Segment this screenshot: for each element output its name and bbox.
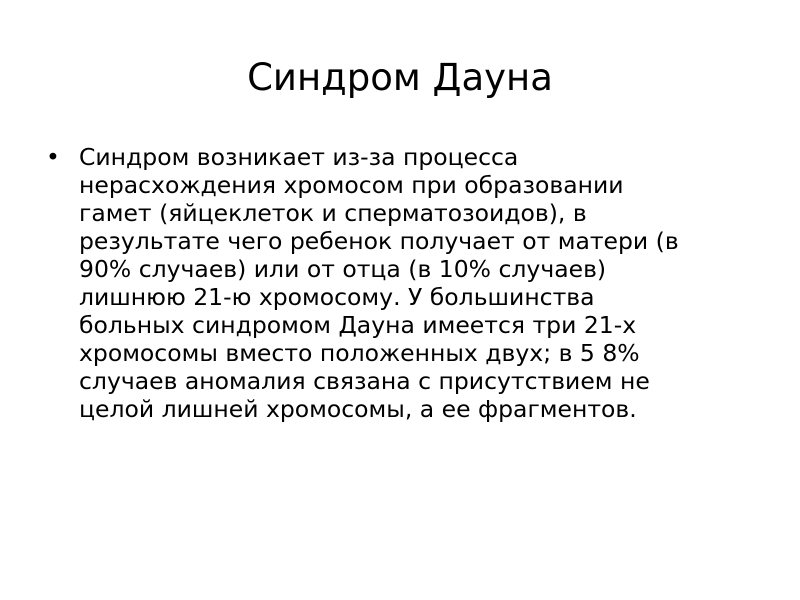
slide-title: Синдром Дауна (247, 56, 553, 99)
bullet-item (40, 143, 760, 423)
bullet-text-line: лишнюю 21-ю хромосому. У большинства (79, 283, 595, 311)
bullet-text-line: хромосомы вместо положенных двух; в 5 8% (79, 339, 640, 367)
bullet-text-line: результате чего ребенок получает от матери (в (79, 227, 679, 255)
bullet-text-line: больных синдромом Дауна имеется три 21-х (79, 311, 637, 339)
bullet-text-line: нерасхождения хромосом при образовании (79, 171, 624, 199)
bullet-text-line: 90% случаев) или от отца (в 10% случаев) (79, 255, 607, 283)
bullet-list (40, 143, 760, 423)
bullet-marker-icon: • (46, 143, 60, 171)
bullet-text-line: гамет (яйцеклеток и сперматозоидов), в (79, 199, 587, 227)
bullet-text-line: целой лишней хромосомы, а ее фрагментов. (79, 395, 637, 423)
bullet-text-line: Синдром возникает из-за процесса (79, 143, 519, 171)
bullet-text-line: случаев аномалия связана с присутствием не (79, 367, 650, 395)
